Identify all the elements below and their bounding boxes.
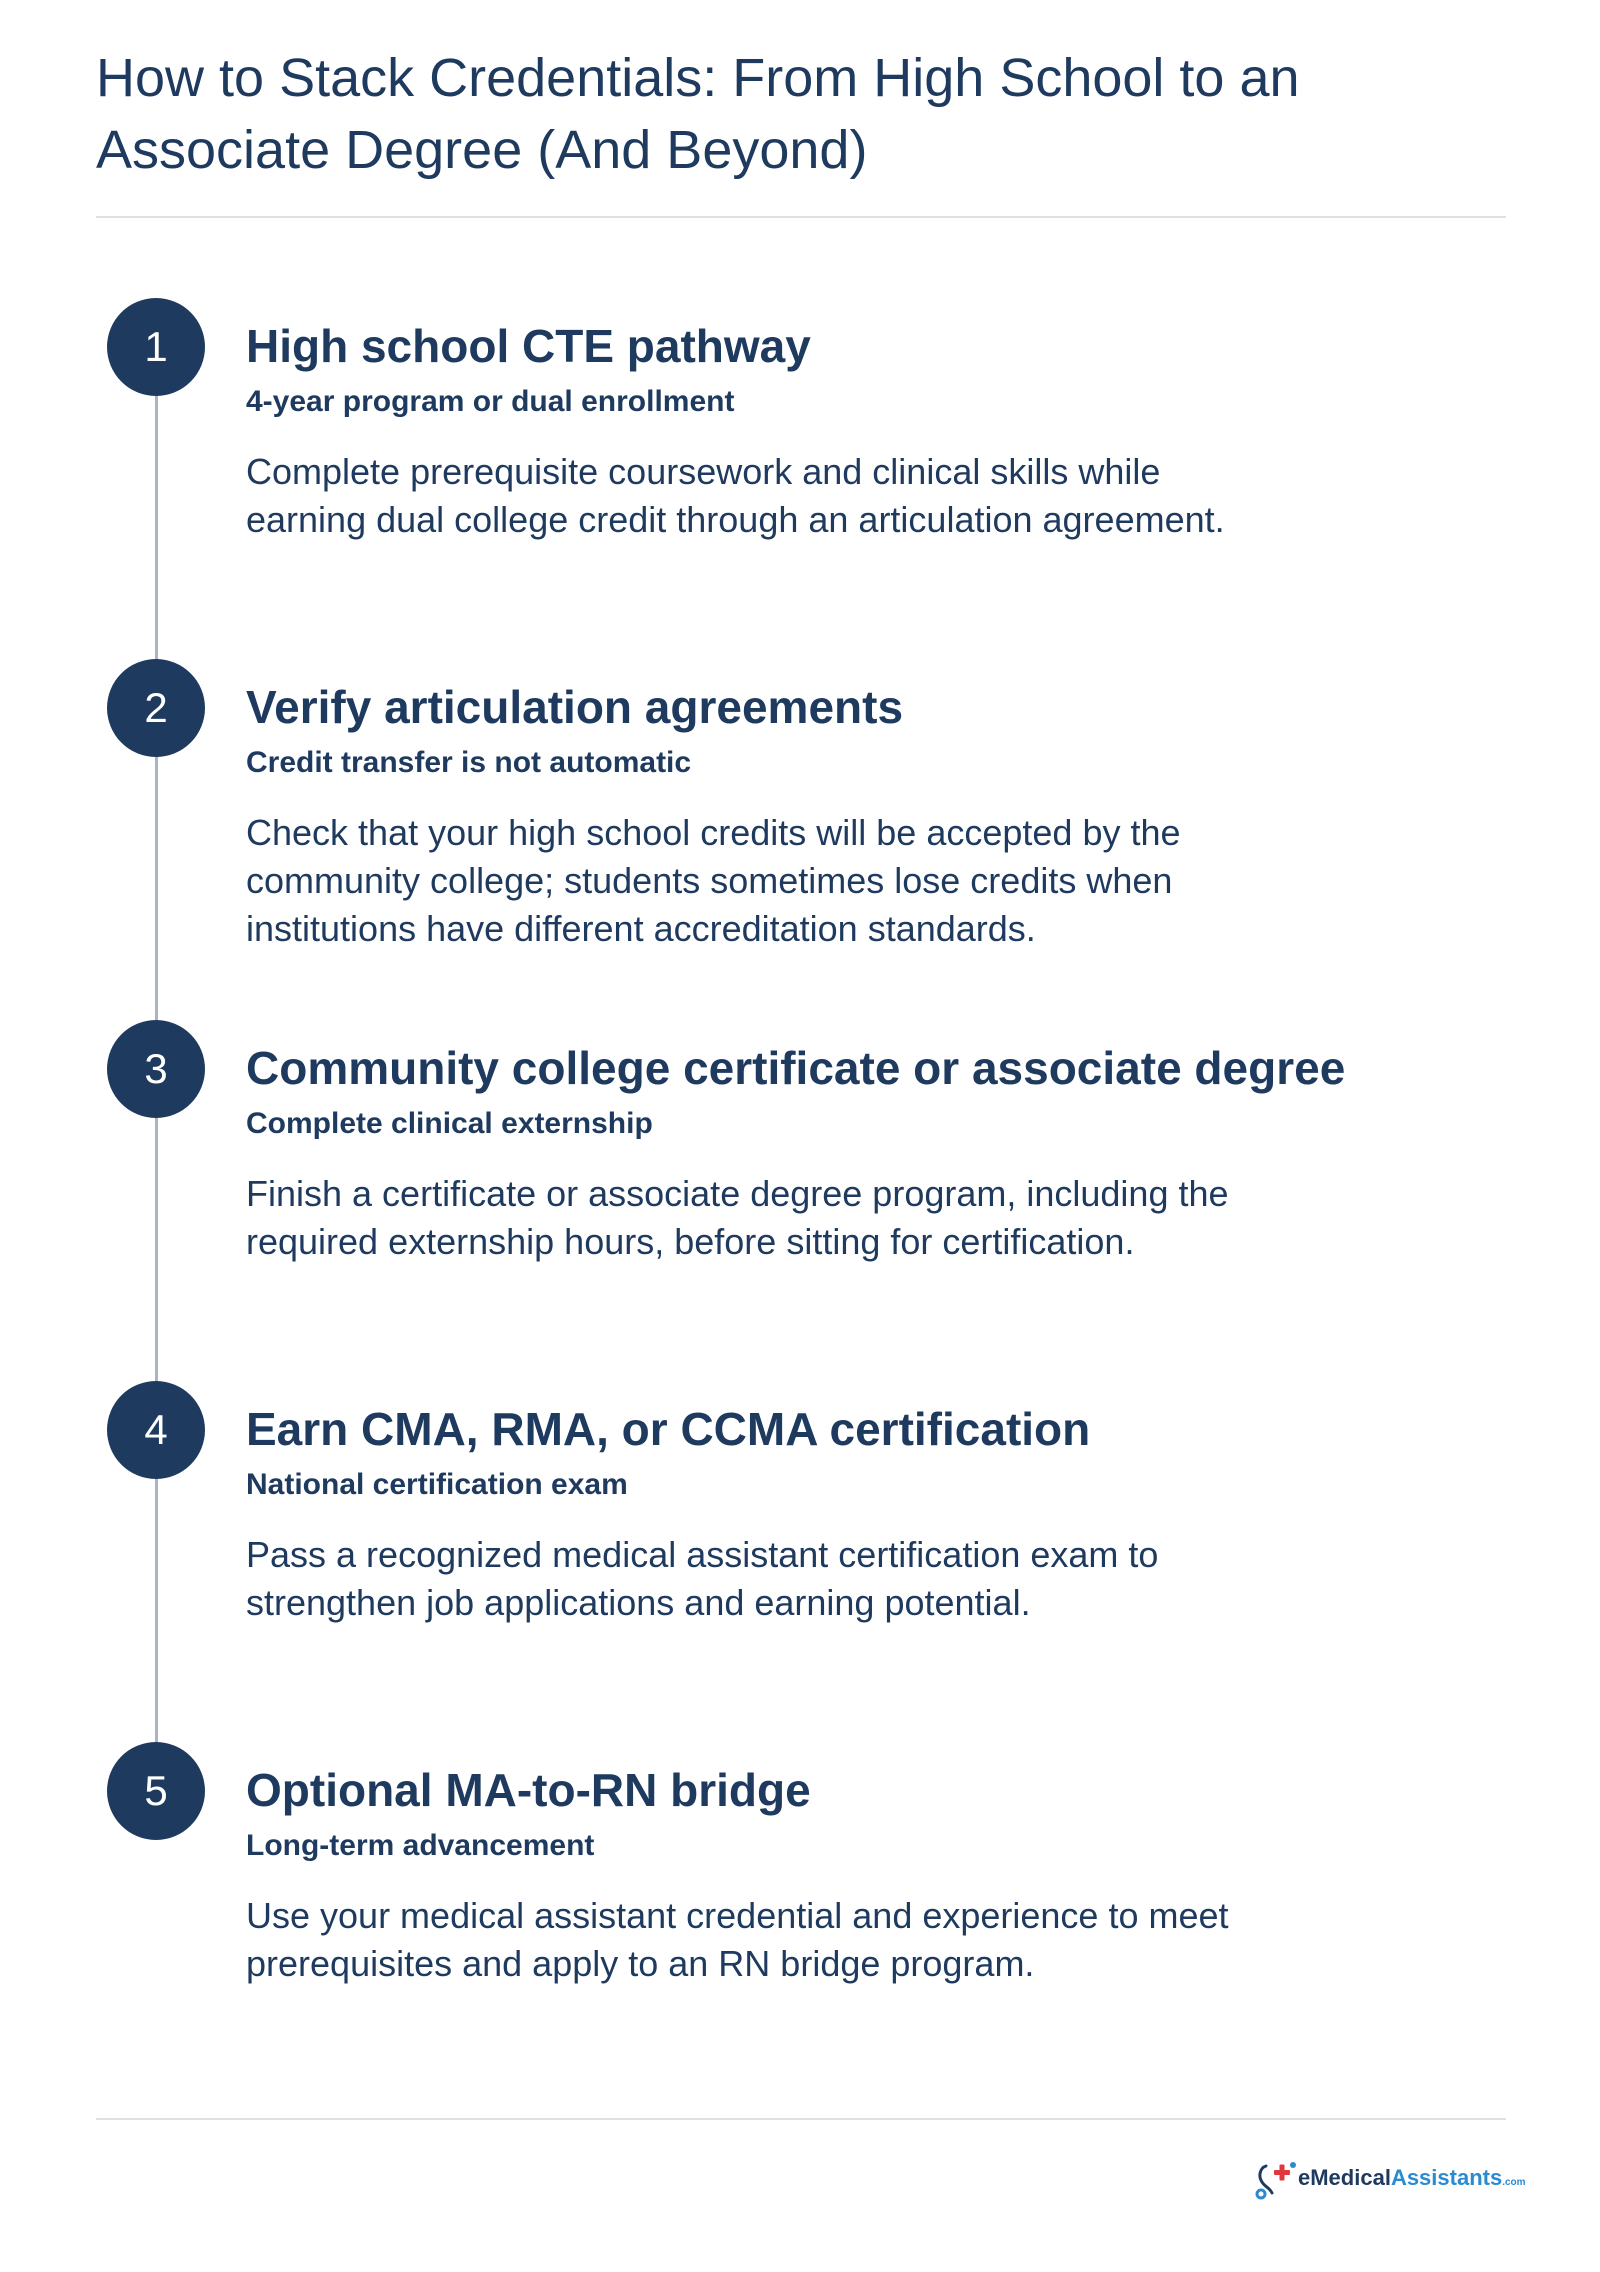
step-subtitle: 4-year program or dual enrollment [246,385,735,418]
step-title: Verify articulation agreements [246,681,904,733]
step-title: Earn CMA, RMA, or CCMA certification [246,1403,1091,1455]
step-description: Pass a recognized medical assistant certification exam to strengthen job applications and earning potential. [246,1534,1159,1623]
page-title: How to Stack Credentials: From High School to an Associate Degree (And Beyond) [96,48,1300,180]
step-title: Optional MA-to-RN bridge [246,1764,811,1816]
step-description: Check that your high school credits will be accepted by the community college; students sometimes lose credits when institutions have different accreditation standards. [246,812,1181,949]
step-number-badge: 3 [107,1020,205,1118]
step-subtitle: Credit transfer is not automatic [246,746,692,779]
step-description: Use your medical assistant credential and experience to meet prerequisites and apply to an RN bridge program. [246,1895,1229,1984]
brand-logo [1252,2160,1526,2200]
top-divider [96,216,1506,218]
stethoscope-cross-icon [1252,2160,1298,2200]
brand-logo-text: eMedicalAssistants.com [1298,2164,1526,2190]
step-subtitle: Long-term advancement [246,1829,595,1862]
step-subtitle: Complete clinical externship [246,1107,653,1140]
step-number-badge: 5 [107,1742,205,1840]
bottom-divider [96,2118,1506,2120]
step-number-badge: 1 [107,298,205,396]
step-title: Community college certificate or associate degree [246,1042,1346,1094]
step-number-badge: 4 [107,1381,205,1479]
step-title: High school CTE pathway [246,320,811,372]
step-number-badge: 2 [107,659,205,757]
step-subtitle: National certification exam [246,1468,628,1501]
step-description: Complete prerequisite coursework and clinical skills while earning dual college credit through an articulation agreement. [246,451,1225,540]
step-description: Finish a certificate or associate degree program, including the required externship hours, before sitting for certification. [246,1173,1229,1262]
